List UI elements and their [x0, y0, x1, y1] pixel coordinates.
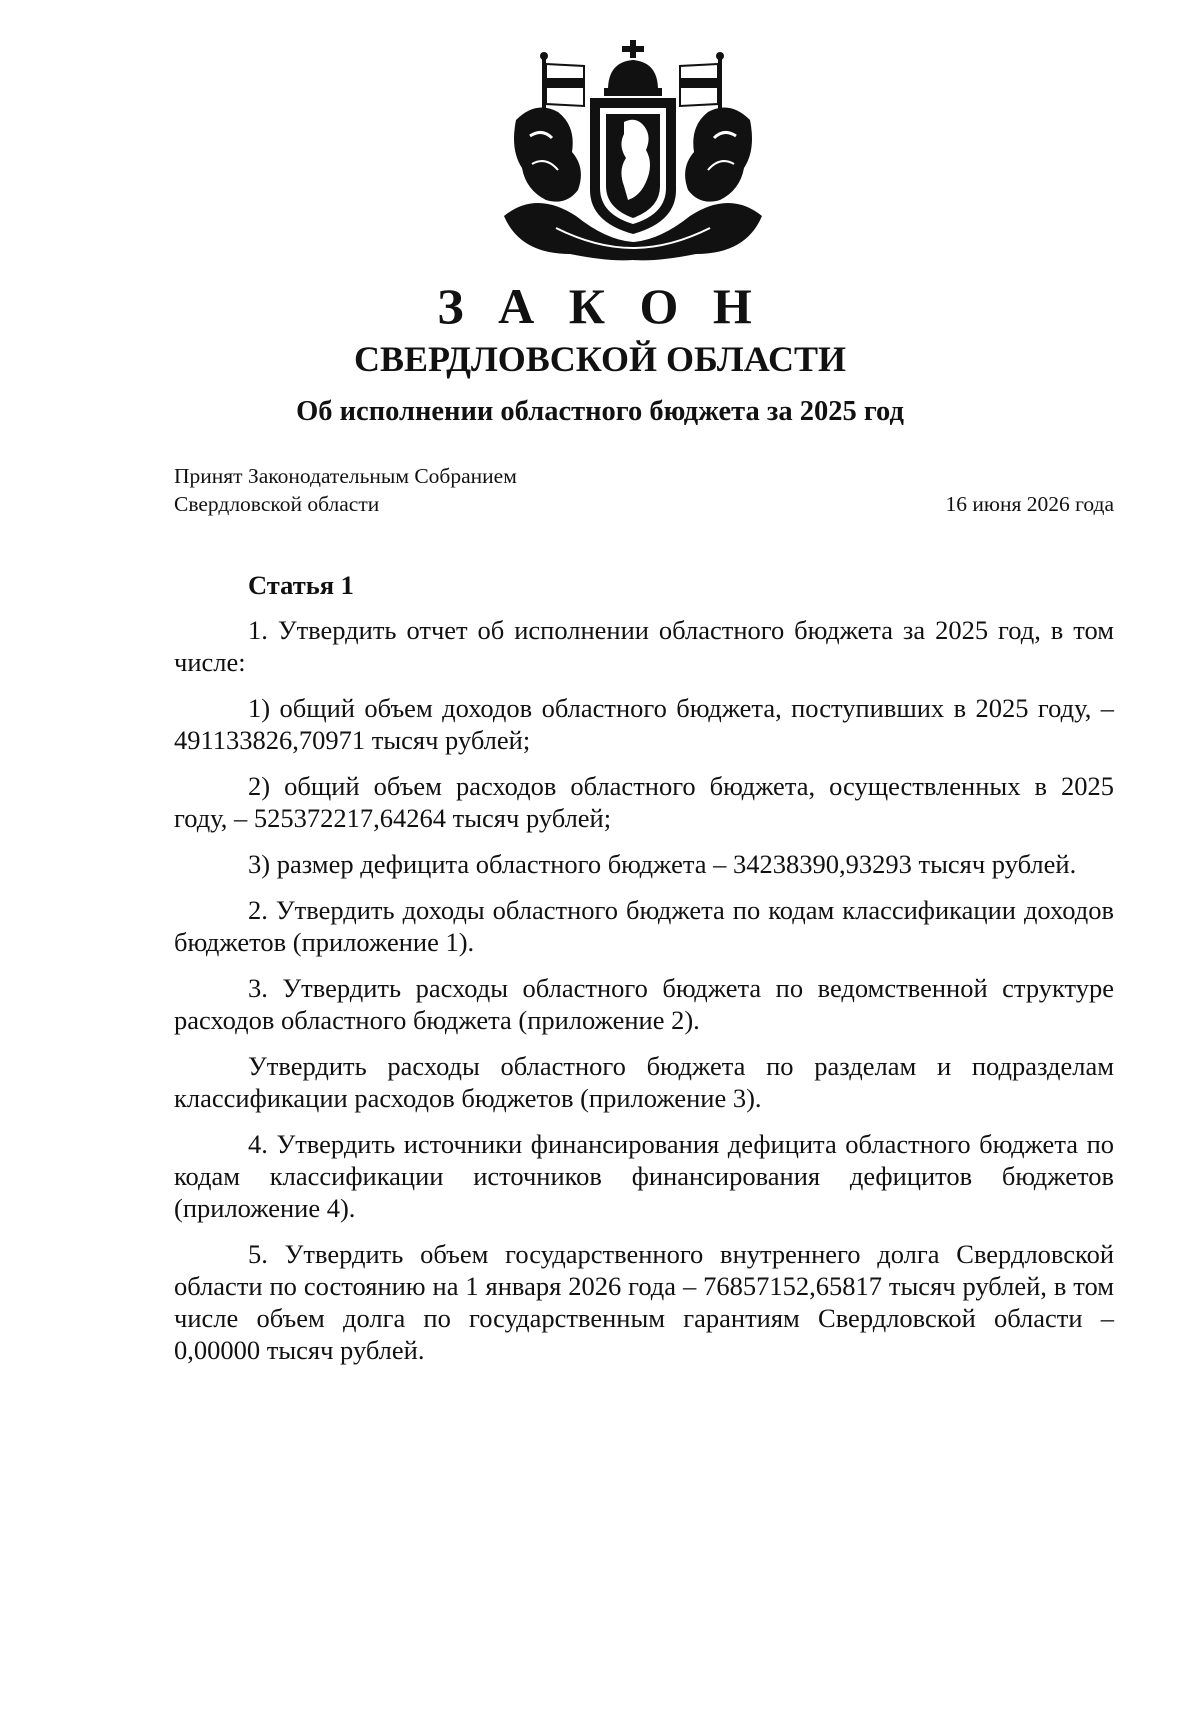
document-region: СВЕРДЛОВСКОЙ ОБЛАСТИ: [354, 339, 846, 379]
paragraph: Утвердить расходы областного бюджета по разделам и подразделам классификации расходов бюджетов (приложение 3).: [174, 1051, 1114, 1113]
paragraph: 1. Утвердить отчет об исполнении областного бюджета за 2025 год, в том числе:: [174, 615, 1114, 677]
paragraph: 5. Утвердить объем государственного внутреннего долга Свердловской области по состоянию на 1 января 2026 года – 76857152,65817 тысяч рублей, в том числе объем долга по государственным гарантиям Свердловской области – 0,00000 тысяч рублей.: [174, 1239, 1114, 1365]
paragraph: 1) общий объем доходов областного бюджета, поступивших в 2025 году, – 491133826,70971 тысяч рублей;: [174, 693, 1114, 755]
document-title: З А К О Н: [437, 278, 763, 334]
paragraph: 3. Утвердить расходы областного бюджета по ведомственной структуре расходов областного бюджета (приложение 2).: [174, 973, 1114, 1035]
adoption-date: 16 июня 2026 года: [945, 492, 1114, 516]
document-body: [174, 568, 1114, 1380]
adoption-line-1: Принят Законодательным Собранием: [174, 464, 517, 488]
document-subject: Об исполнении областного бюджета за 2025 год: [296, 396, 904, 427]
paragraph: 4. Утвердить источники финансирования дефицита областного бюджета по кодам классификации источников финансирования дефицитов бюджетов (приложение 4).: [174, 1129, 1114, 1223]
adoption-line-2: Свердловской области: [174, 492, 380, 516]
article-heading: Статья 1: [248, 570, 354, 600]
paragraph: 2. Утвердить доходы областного бюджета по кодам классификации доходов бюджетов (приложение 1).: [174, 895, 1114, 957]
adoption-note: [174, 462, 594, 518]
paragraph: 2) общий объем расходов областного бюджета, осуществленных в 2025 году, – 525372217,64264 тысяч рублей;: [174, 771, 1114, 833]
sverdlovsk-coat-of-arms-icon: [496, 40, 770, 262]
paragraph: 3) размер дефицита областного бюджета – 34238390,93293 тысяч рублей.: [248, 849, 1077, 879]
